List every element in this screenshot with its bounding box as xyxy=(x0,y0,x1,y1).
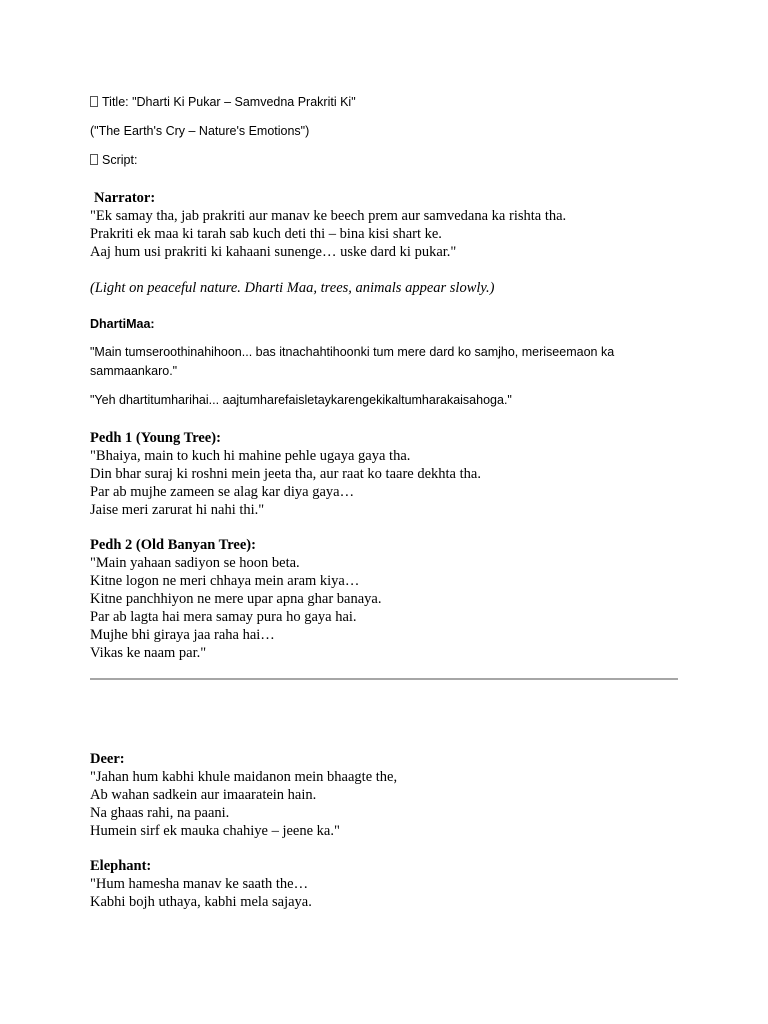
subtitle-line: ("The Earth's Cry – Nature's Emotions") xyxy=(90,124,310,138)
dialogue-line: Mujhe bhi giraya jaa raha hai… xyxy=(90,627,275,643)
dialogue-line: Humein sirf ek mauka chahiye – jeene ka." xyxy=(90,823,340,839)
dialogue-line: Na ghaas rahi, na paani. xyxy=(90,805,230,821)
dialogue-line: Par ab mujhe zameen se alag kar diya gaya… xyxy=(90,484,355,500)
script-line xyxy=(90,151,137,170)
dialogue-line: sammaankaro." xyxy=(90,364,178,378)
horizontal-divider xyxy=(90,678,678,680)
dialogue-line: Din bhar suraj ki roshni mein jeeta tha, aur raat ko taare dekhta tha. xyxy=(90,466,481,482)
deer-block xyxy=(90,750,397,840)
dialogue-line: Par ab lagta hai mera samay pura ho gaya hai. xyxy=(90,609,357,625)
speaker-pedh2: Pedh 2 (Old Banyan Tree): xyxy=(90,537,256,553)
dialogue-line: "Main yahaan sadiyon se hoon beta. xyxy=(90,555,300,571)
dialogue-line: Ab wahan sadkein aur imaaratein hain. xyxy=(90,787,317,803)
dialogue-line: "Hum hamesha manav ke saath the… xyxy=(90,876,309,892)
missing-glyph-icon xyxy=(90,96,98,107)
dialogue-line: "Main tumseroothinahihoon... bas itnachahtihoonki tum mere dard ko samjho, meriseemaon ka xyxy=(90,345,615,359)
missing-glyph-icon xyxy=(90,154,98,165)
pedh1-block xyxy=(90,429,481,519)
dialogue-line: Kabhi bojh uthaya, kabhi mela sajaya. xyxy=(90,894,312,910)
script-label: Script: xyxy=(102,153,138,167)
dialogue-line: Jaise meri zarurat hi nahi thi." xyxy=(90,502,265,518)
title-line xyxy=(90,93,356,112)
narrator-line: Aaj hum usi prakriti ki kahaani sunenge… uske dard ki pukar." xyxy=(90,244,457,260)
dharti-maa-paragraph-1 xyxy=(90,343,614,381)
narrator-line: Prakriti ek maa ki tarah sab kuch deti thi – bina kisi shart ke. xyxy=(90,226,442,242)
narrator-block xyxy=(90,189,566,261)
pedh2-block xyxy=(90,536,382,662)
dialogue-line: Kitne panchhiyon ne mere upar apna ghar banaya. xyxy=(90,591,382,607)
speaker-elephant: Elephant: xyxy=(90,858,152,874)
dialogue-line: "Jahan hum kabhi khule maidanon mein bhaagte the, xyxy=(90,769,398,785)
dialogue-line: "Bhaiya, main to kuch hi mahine pehle ugaya gaya tha. xyxy=(90,448,411,464)
speaker-deer: Deer: xyxy=(90,751,125,767)
stage-direction: (Light on peaceful nature. Dharti Maa, trees, animals appear slowly.) xyxy=(90,280,495,296)
dharti-maa-paragraph-2: "Yeh dhartitumharihai... aajtumharefaisletaykarengekikaltumharakaisahoga." xyxy=(90,393,512,407)
elephant-block xyxy=(90,857,312,911)
dialogue-line: Kitne logon ne meri chhaya mein aram kiya… xyxy=(90,573,360,589)
speaker-dharti-maa: DhartiMaa: xyxy=(90,317,155,331)
dialogue-line: Vikas ke naam par." xyxy=(90,645,207,661)
narrator-line: "Ek samay tha, jab prakriti aur manav ke beech prem aur samvedana ka rishta tha. xyxy=(90,208,567,224)
title-text: Title: "Dharti Ki Pukar – Samvedna Prakriti Ki" xyxy=(102,95,356,109)
speaker-narrator: Narrator: xyxy=(94,190,156,206)
speaker-pedh1: Pedh 1 (Young Tree): xyxy=(90,430,221,446)
